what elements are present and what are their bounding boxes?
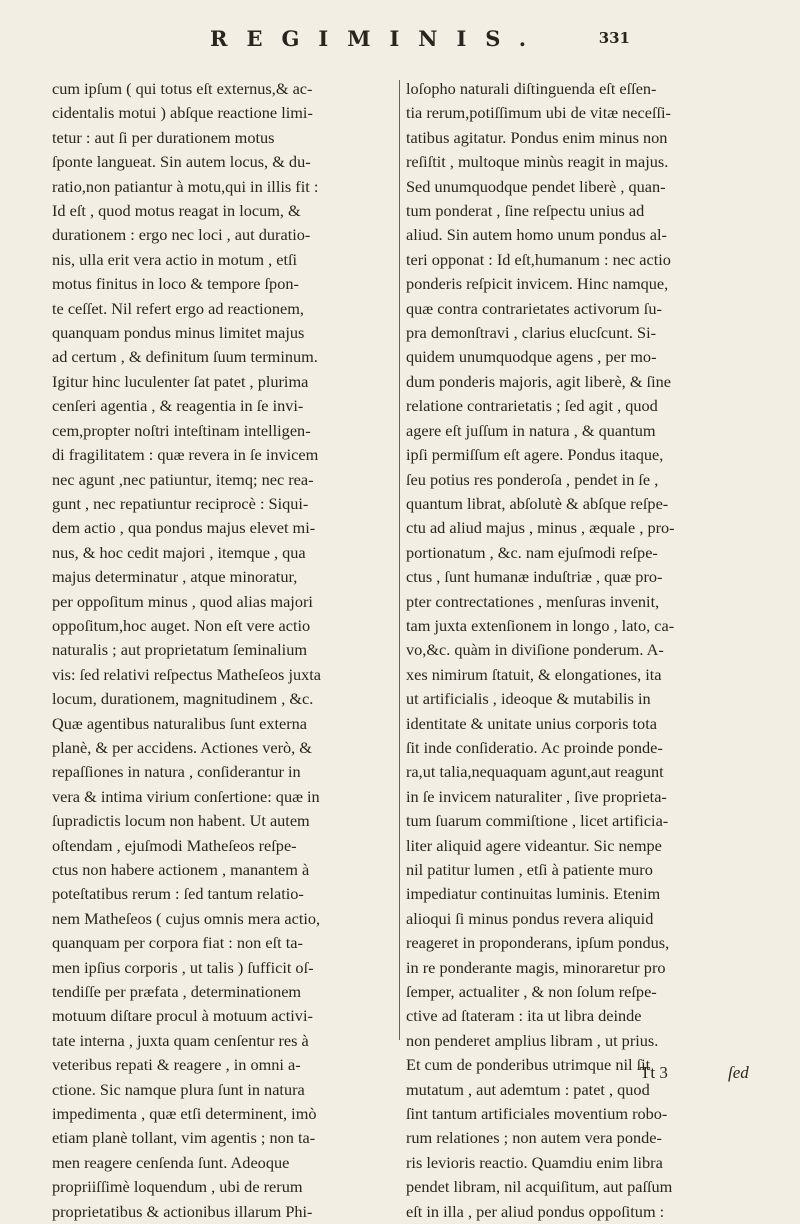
text-line: ſint tantum artificiales moventium robo-: [406, 1104, 668, 1124]
text-line: majus determinatur , atque minoratur,: [52, 567, 298, 587]
text-line: pendet libram, nil acquiſitum, aut paſſum: [406, 1177, 673, 1197]
text-line: ſeu potius res ponderoſa , pendet in ſe ,: [406, 469, 659, 489]
left-column: [52, 77, 394, 1224]
text-line: agere eſt juſſum in natura , & quantum: [406, 420, 656, 440]
text-line: nis, ulla erit vera actio in motum , etſi: [52, 249, 298, 269]
text-line: ſponte langueat. Sin autem locus, & du-: [52, 152, 311, 172]
text-line: te ceſſet. Nil refert ergo ad reactionem,: [52, 298, 304, 318]
text-line: nem Matheſeos ( cujus omnis mera actio,: [52, 908, 321, 928]
text-line: identitate & unitate unius corporis tota: [406, 713, 657, 733]
text-line: cidentalis motui ) abſque reactione limi-: [52, 103, 313, 123]
catchword: ſed: [728, 1063, 749, 1082]
text-line: vera & intima virium conſertione: quæ in: [52, 786, 320, 806]
text-line: portionatum , &c. nam ejuſmodi reſpe-: [406, 542, 658, 562]
text-line: locum, durationem, magnitudinem , &c.: [52, 689, 314, 709]
text-line: Quæ agentibus naturalibus ſunt externa: [52, 713, 308, 733]
text-line: quæ contra contrarietates activorum ſu-: [406, 298, 662, 318]
text-line: quantum librat, abſolutè & abſque reſpe-: [406, 493, 669, 513]
text-line: per oppoſitum minus , quod alias majori: [52, 591, 313, 611]
running-head: REGIMINIS.: [210, 26, 546, 51]
text-line: ctus non habere actionem , manantem à: [52, 860, 310, 879]
text-line: ra,ut talia,nequaquam agunt,aut reagunt: [406, 762, 664, 782]
text-line: Igitur hinc luculenter ſat patet , plurima: [52, 371, 309, 391]
text-line: repaſſiones in natura , conſiderantur in: [52, 762, 301, 782]
text-line: tatibus agitatur. Pondus enim minus non: [406, 127, 668, 147]
text-line: dum ponderis majoris, agit liberè, & ſine: [406, 371, 671, 391]
text-line: impediatur continuitas luminis. Etenim: [406, 884, 661, 904]
text-line: ctus , ſunt humanæ induſtriæ , quæ pro-: [406, 567, 663, 587]
text-line: planè, & per accidens. Actiones verò, &: [52, 737, 312, 757]
text-line: pra demonſtravi , clarius elucſcunt. Si-: [406, 323, 657, 343]
text-line: tam juxta extenſionem in longo , lato, ca-: [406, 615, 675, 635]
text-line: propriiſſimè loquendum , ubi de rerum: [52, 1177, 303, 1197]
text-line: tate interna , juxta quam cenſentur res à: [52, 1030, 309, 1050]
text-line: rum relationes ; non autem vera ponde-: [406, 1128, 662, 1148]
text-line: aliud. Sin autem homo unum pondus al-: [406, 225, 667, 245]
text-line: gunt , nec repatiuntur reciprocè : Siqui-: [52, 493, 309, 513]
text-line: cum ipſum ( qui totus eſt externus,& ac-: [52, 79, 313, 98]
text-line: non penderet amplius libram , ut prius.: [406, 1030, 659, 1050]
text-line: motus finitus in loco & tempore ſpon-: [52, 274, 299, 294]
text-line: vis: ſed relativi reſpectus Matheſeos juxta: [52, 664, 322, 684]
text-line: in re ponderante magis, minoraretur pro: [406, 957, 666, 977]
text-line: ſemper, actualiter , & non ſolum reſpe-: [406, 982, 657, 1002]
text-line: tendiſſe per præfata , determinationem: [52, 982, 302, 1002]
text-line: alioqui ſi minus pondus revera aliquid: [406, 908, 654, 928]
text-line: proprietatibus & actionibus illarum Phi-: [52, 1201, 313, 1221]
text-line: reageret in proponderans, ipſum pondus,: [406, 933, 670, 953]
text-line: relatione contrarietatis ; ſed agit , quod: [406, 396, 658, 416]
text-line: tia rerum,potiſſimum ubi de vitæ neceſſi-: [406, 103, 671, 123]
text-line: tum ſuarum commiſtione , licet artificia-: [406, 811, 669, 831]
text-line: di fragilitatem : quæ revera in ſe invicem: [52, 445, 319, 465]
text-line: men ipſius corporis , ut talis ) ſufficit oſ-: [52, 957, 314, 977]
text-line: liter aliquid agere videantur. Sic nempe: [406, 835, 662, 855]
text-line: tum ponderat , ſine reſpectu unius ad: [406, 201, 645, 221]
text-line: oſtendam , ejuſmodi Matheſeos reſpe-: [52, 835, 297, 855]
text-line: ponderis reſpicit invicem. Hinc namque,: [406, 274, 669, 294]
text-line: ſit inde conſideratio. Ac proinde ponde-: [406, 737, 663, 757]
text-line: ſupradictis locum non habent. Ut autem: [52, 811, 310, 831]
text-line: oppoſitum,hoc auget. Non eſt vere actio: [52, 615, 311, 635]
text-line: cenſeri agentia , & reagentia in ſe invi-: [52, 396, 304, 416]
text-line: vo,&c. quàm in diviſione ponderum. A-: [406, 640, 664, 660]
column-divider: [399, 80, 400, 1040]
text-line: cem,propter noſtri inteſtinam intelligen-: [52, 420, 311, 440]
text-line: nec agunt ,nec patiuntur, itemq; nec rea-: [52, 469, 314, 489]
text-line: ut artificialis , ideoque & mutabilis in: [406, 689, 651, 709]
text-line: nus, & hoc cedit majori , itemque , qua: [52, 542, 306, 562]
text-line: in ſe invicem naturaliter , ſive proprieta-: [406, 786, 667, 806]
text-line: veteribus repati & reagere , in omni a-: [52, 1055, 301, 1075]
text-line: Id eſt , quod motus reagat in locum, &: [52, 201, 301, 221]
text-line: mutatum , aut ademtum : patet , quod: [406, 1079, 650, 1099]
text-line: nil patitur lumen , etſi à patiente muro: [406, 860, 653, 879]
text-line: dem actio , qua pondus majus elevet mi-: [52, 518, 316, 538]
text-line: naturalis ; aut proprietatum ſeminalium: [52, 640, 308, 660]
right-column: [406, 77, 748, 1224]
text-line: ctione. Sic namque plura ſunt in natura: [52, 1079, 305, 1099]
text-line: ctu ad aliud majus , minus , æquale , pro-: [406, 518, 675, 538]
text-line: impedimenta , quæ etſi determinent, imò: [52, 1104, 317, 1124]
text-line: ris levioris reactio. Quamdiu enim libra: [406, 1152, 663, 1172]
text-line: durationem : ergo nec loci , aut duratio-: [52, 225, 311, 245]
text-line: ipſi permiſſum eſt agere. Pondus itaque,: [406, 445, 664, 465]
text-line: quanquam pondus minus limitet majus: [52, 323, 305, 343]
page-number: 331: [598, 29, 630, 47]
text-line: ratio,non patiantur à motu,qui in illis fit :: [52, 176, 319, 196]
text-line: quanquam per corpora fiat : non eſt ta-: [52, 933, 303, 953]
text-line: Et cum de ponderibus utrimque nil ſit: [406, 1055, 651, 1075]
page-header: [0, 14, 800, 54]
text-line: pter contrectationes , menſuras invenit,: [406, 591, 660, 611]
text-line: ad certum , & definitum ſuum terminum.: [52, 347, 318, 367]
text-line: xes nimirum ſtatuit, & elongationes, ita: [406, 664, 662, 684]
text-line: tetur : aut ſi per durationem motus: [52, 127, 275, 147]
text-line: reſiſtit , multoque minùs reagit in majus.: [406, 152, 669, 172]
text-line: eſt in illa , per aliud pondus oppoſitum :: [406, 1201, 665, 1221]
text-line: loſopho naturali diſtinguenda eſt eſſen-: [406, 79, 657, 98]
signature-mark: Tt 3: [640, 1063, 668, 1082]
text-line: quidem unumquodque agens , per mo-: [406, 347, 657, 367]
text-line: etiam planè tollant, vim agentis ; non ta-: [52, 1128, 316, 1148]
text-line: teri opponat : Id eſt,humanum : nec actio: [406, 249, 671, 269]
text-line: Sed unumquodque pendet liberè , quan-: [406, 176, 666, 196]
text-line: ctive ad ſtateram : ita ut libra deinde: [406, 1006, 642, 1026]
text-line: poteſtatibus rerum : ſed tantum relatio-: [52, 884, 304, 904]
text-line: men reagere cenſenda ſunt. Adeoque: [52, 1152, 290, 1172]
text-line: motuum diſtare procul à motuum activi-: [52, 1006, 313, 1026]
